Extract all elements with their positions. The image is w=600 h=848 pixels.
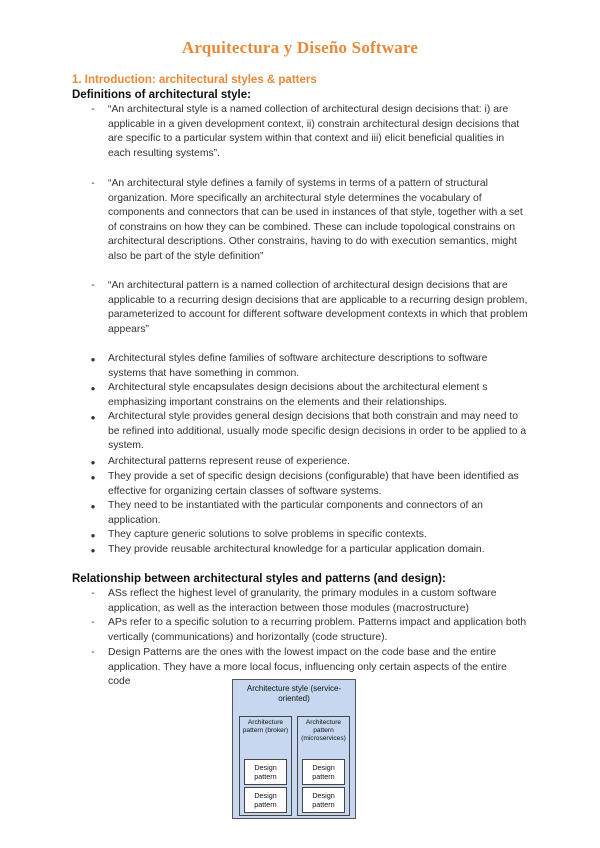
list-item — [90, 381, 528, 410]
bullet-icon: ● — [90, 502, 96, 511]
design-pattern-box: Design pattern — [244, 759, 287, 785]
list-item — [90, 528, 528, 543]
dash-marker: - — [91, 178, 95, 189]
architecture-diagram — [232, 679, 356, 819]
relationship-item-text: Design Patterns are the ones with the lowest impact on the code base and the entire application. They have a more local focus, influencing only certain aspects of the entire code — [108, 647, 507, 688]
definition-quote-text: “An architectural style defines a family of systems in terms of a pattern of structural organization. More specifically an architectural style determines the vocabulary of components and connectors that can be used in instances of that style, together with a set of constrains on how they can be combined. These can include topological constrains on architectural descriptions. Other constrains, having to do with execution semantics, might also be part of the style definition” — [108, 178, 523, 262]
list-item-text: They provide reusable architectural knowledge for a particular application domain. — [108, 544, 485, 555]
bullet-icon: ● — [90, 413, 96, 422]
relationship-heading: Relationship between architectural styles and patterns (and design): — [72, 573, 446, 585]
document-title: Arquitectura y Diseño Software — [181, 38, 419, 57]
list-item — [90, 352, 528, 381]
definitions-heading: Definitions of architectural style: — [72, 89, 251, 101]
architecture-pattern-label: Architecture pattern (microservices) — [301, 719, 346, 743]
dash-marker: - — [91, 588, 95, 599]
definition-quote-text: “An architectural pattern is a named collection of architectural design decisions that are applicable to a recurring design decisions that are applicable to a recurring design problem, parameterized to account for different software development contexts in which that problem appears” — [108, 280, 528, 335]
dash-marker: - — [91, 617, 95, 628]
bullet-icon: ● — [90, 384, 96, 393]
section-heading: 1. Introduction: architectural styles & patters — [72, 74, 317, 86]
architecture-pattern-box-microservices — [297, 716, 350, 816]
list-item-text: They need to be instantiated with the particular components and connectors of an application. — [108, 500, 483, 526]
list-item-text: Architectural style provides general design decisions that both constrain and may need to be refined into additional, usually mode specific design decisions in order to be applied to a system. — [108, 411, 527, 452]
relationship-item-text: APs refer to a specific solution to a recurring problem. Patterns impact and application both vertically (communications) and horizontally (code structure). — [108, 617, 527, 643]
list-item-text: Architectural styles define families of software architecture descriptions to software systems that have something in common. — [108, 353, 488, 379]
bullet-icon: ● — [90, 546, 96, 555]
relationship-item — [91, 587, 528, 616]
list-item — [90, 499, 528, 528]
architecture-style-label: Architecture style (service-oriented) — [246, 684, 342, 703]
bullet-icon: ● — [90, 458, 96, 467]
relationship-item — [91, 616, 528, 645]
list-item-text: They capture generic solutions to solve problems in specific contexts. — [108, 529, 427, 540]
list-item — [90, 543, 528, 558]
dash-marker: - — [91, 280, 95, 291]
bullet-icon: ● — [90, 355, 96, 364]
design-pattern-box: Design pattern — [244, 787, 287, 813]
list-item-text: They provide a set of specific design decisions (configurable) that have been identified as effective for organizing certain classes of software systems. — [108, 471, 519, 497]
list-item — [90, 470, 528, 499]
definition-quote-text: “An architectural style is a named collection of architectural design decisions that: i) are applicable in a given development context, ii) constrain architectural design decisions that are specific to a particular system within that context and iii) elicit beneficial qualities in each resulting systems”. — [108, 104, 520, 159]
bullet-icon: ● — [90, 473, 96, 482]
architecture-pattern-label: Architecture pattern (broker) — [242, 719, 289, 735]
list-item — [90, 455, 528, 470]
list-item-text: Architectural style encapsulates design decisions about the architectural element s emphasizing important constrains on the elements and their relationships. — [108, 382, 488, 408]
definition-quote — [91, 177, 528, 265]
architecture-pattern-box-broker — [239, 716, 292, 816]
design-pattern-box: Design pattern — [302, 759, 345, 785]
bullet-icon: ● — [90, 531, 96, 540]
list-item-text: Architectural patterns represent reuse of experience. — [108, 456, 350, 467]
definition-quote — [91, 279, 528, 337]
dash-marker: - — [91, 647, 95, 658]
design-pattern-box: Design pattern — [302, 787, 345, 813]
relationship-item-text: ASs reflect the highest level of granularity, the primary modules in a custom software application, as well as the interaction between those modules (macrostructure) — [108, 588, 497, 614]
list-item — [90, 410, 528, 454]
dash-marker: - — [91, 104, 95, 115]
definition-quote — [91, 103, 528, 161]
